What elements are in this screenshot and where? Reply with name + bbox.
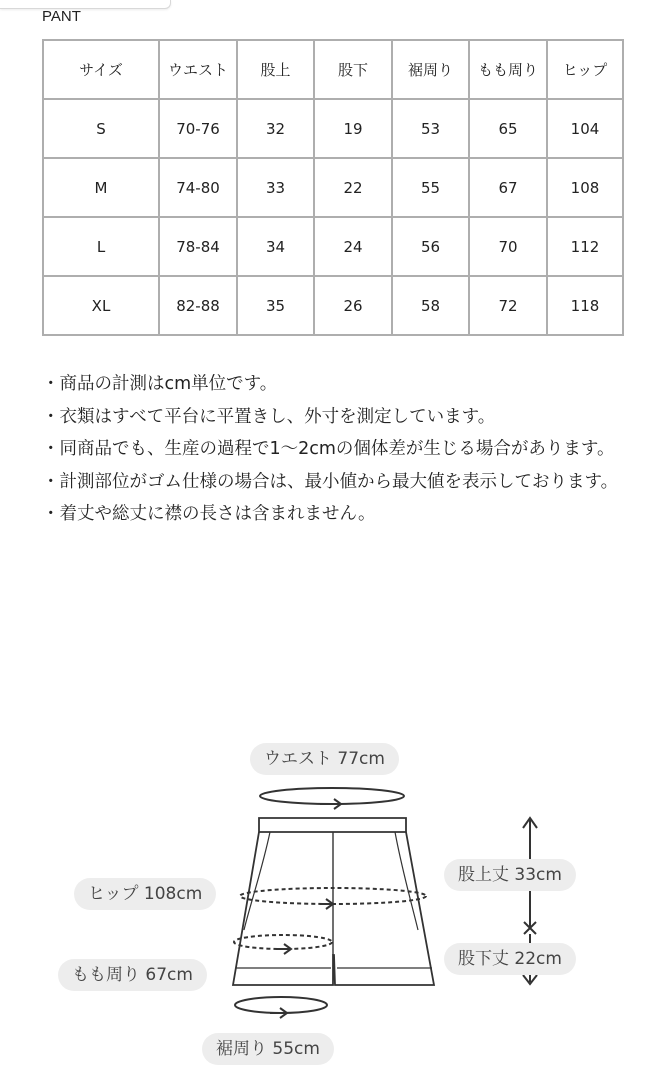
hip-label: ヒップ 108cm [74,878,216,910]
note-item: ・衣類はすべて平台に平置きし、外寸を測定しています。 [42,406,496,427]
hem-label: 裾周り 55cm [202,1033,334,1065]
waist-label: ウエスト 77cm [250,743,399,775]
table-cell: 78-84 [159,217,237,276]
size-table [42,39,624,336]
table-row [43,158,623,217]
table-cell: 24 [314,217,392,276]
note-item: ・着丈や総丈に襟の長さは含まれません。 [42,504,376,524]
rise-label: 股上丈 33cm [444,859,576,891]
section-title: PANT [42,8,81,25]
waist-measure-icon [260,788,404,809]
note-item: ・計測部位がゴム仕様の場合は、最小値から最大値を表示しております。 [42,471,619,492]
note-item: ・商品の計測はcm単位です。 [42,374,278,394]
table-cell: 70 [469,217,547,276]
notes-list [42,368,632,531]
table-cell: 22 [314,158,392,217]
top-tab-edge [0,0,171,9]
hem-measure-icon [235,997,327,1018]
table-row [43,99,623,158]
table-cell: 32 [237,99,314,158]
table-header-row [43,40,623,99]
table-cell: 72 [469,276,547,335]
table-cell: S [43,99,159,158]
table-row [43,217,623,276]
header-cell: 股上 [237,40,314,99]
table-cell: 58 [392,276,469,335]
header-cell: サイズ [43,40,159,99]
header-cell: 股下 [314,40,392,99]
note-item: ・同商品でも、生産の過程で1〜2cmの個体差が生じる場合があります。 [42,439,615,459]
table-cell: 65 [469,99,547,158]
table-cell: 35 [237,276,314,335]
pants-diagram [0,740,664,1080]
thigh-measure-icon [234,935,332,954]
inseam-label: 股下丈 22cm [444,943,576,975]
table-row [43,276,623,335]
table-cell: 74-80 [159,158,237,217]
table-cell: 26 [314,276,392,335]
table-cell: 55 [392,158,469,217]
table-cell: 104 [547,99,623,158]
table-cell: 56 [392,217,469,276]
table-cell: XL [43,276,159,335]
thigh-label: もも周り 67cm [58,959,207,991]
header-cell: ヒップ [547,40,623,99]
table-cell: 70-76 [159,99,237,158]
table-cell: 34 [237,217,314,276]
header-cell: もも周り [469,40,547,99]
table-cell: 33 [237,158,314,217]
table-cell: 108 [547,158,623,217]
table-cell: 82-88 [159,276,237,335]
header-cell: ウエスト [159,40,237,99]
table-cell: 118 [547,276,623,335]
header-cell: 裾周り [392,40,469,99]
table-cell: 112 [547,217,623,276]
table-cell: L [43,217,159,276]
table-cell: M [43,158,159,217]
table-cell: 67 [469,158,547,217]
table-cell: 53 [392,99,469,158]
table-cell: 19 [314,99,392,158]
